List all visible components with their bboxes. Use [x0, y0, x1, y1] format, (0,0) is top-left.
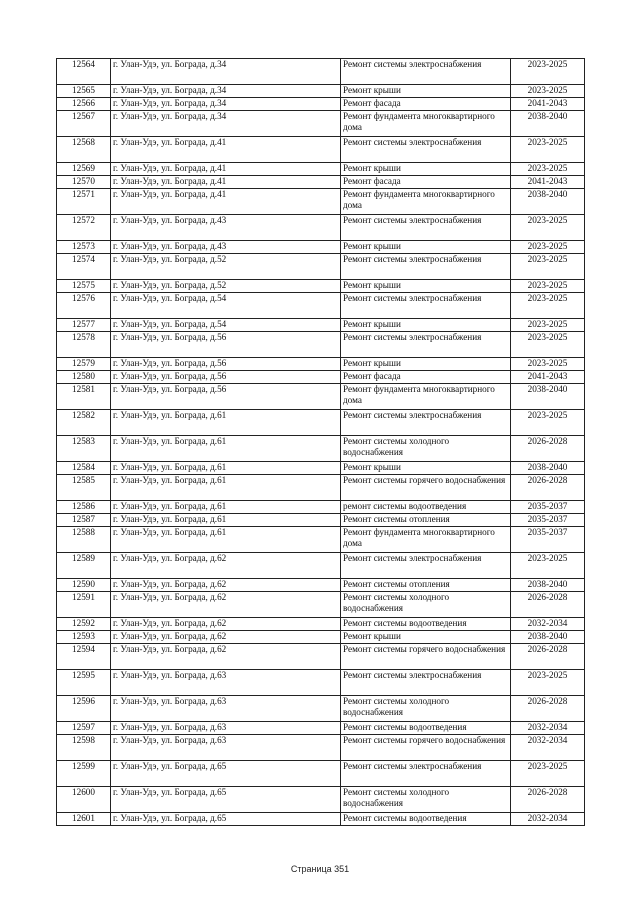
- row-work-type: Ремонт системы электроснабжения: [341, 332, 511, 358]
- page-number: Страница 351: [290, 864, 350, 874]
- row-period: 2023-2025: [511, 358, 585, 371]
- table-row: [57, 85, 585, 98]
- table-row: [57, 111, 585, 137]
- row-work-type: Ремонт системы электроснабжения: [341, 553, 511, 579]
- row-number: 12577: [57, 319, 111, 332]
- row-period: 2023-2025: [511, 280, 585, 293]
- table-row: [57, 631, 585, 644]
- table-row: [57, 215, 585, 241]
- row-address: г. Улан-Удэ, ул. Бограда, д.54: [111, 319, 341, 332]
- table-row: [57, 644, 585, 670]
- row-number: 12592: [57, 618, 111, 631]
- row-work-type: Ремонт системы водоотведения: [341, 722, 511, 735]
- row-period: 2038-2040: [511, 631, 585, 644]
- table-row: [57, 579, 585, 592]
- row-address: г. Улан-Удэ, ул. Бограда, д.56: [111, 371, 341, 384]
- table-row: [57, 254, 585, 280]
- row-address: г. Улан-Удэ, ул. Бограда, д.61: [111, 501, 341, 514]
- row-work-type: Ремонт крыши: [341, 280, 511, 293]
- row-period: 2026-2028: [511, 787, 585, 813]
- row-work-type: Ремонт системы электроснабжения: [341, 137, 511, 163]
- row-number: 12572: [57, 215, 111, 241]
- row-work-type: Ремонт крыши: [341, 358, 511, 371]
- row-work-type: Ремонт системы электроснабжения: [341, 410, 511, 436]
- row-period: 2026-2028: [511, 436, 585, 462]
- row-number: 12576: [57, 293, 111, 319]
- row-number: 12569: [57, 163, 111, 176]
- row-work-type: Ремонт крыши: [341, 241, 511, 254]
- row-address: г. Улан-Удэ, ул. Бограда, д.62: [111, 631, 341, 644]
- row-period: 2023-2025: [511, 293, 585, 319]
- table-row: [57, 163, 585, 176]
- row-work-type: Ремонт крыши: [341, 319, 511, 332]
- row-address: г. Улан-Удэ, ул. Бограда, д.41: [111, 176, 341, 189]
- row-number: 12570: [57, 176, 111, 189]
- row-address: г. Улан-Удэ, ул. Бограда, д.62: [111, 644, 341, 670]
- row-period: 2023-2025: [511, 137, 585, 163]
- row-address: г. Улан-Удэ, ул. Бограда, д.62: [111, 553, 341, 579]
- table-row: [57, 280, 585, 293]
- table-row: [57, 735, 585, 761]
- table-row: [57, 293, 585, 319]
- row-number: 12597: [57, 722, 111, 735]
- row-address: г. Улан-Удэ, ул. Бограда, д.62: [111, 618, 341, 631]
- table-row: [57, 670, 585, 696]
- row-period: 2026-2028: [511, 696, 585, 722]
- row-number: 12588: [57, 527, 111, 553]
- table-row: [57, 761, 585, 787]
- row-period: 2026-2028: [511, 475, 585, 501]
- row-number: 12595: [57, 670, 111, 696]
- row-number: 12581: [57, 384, 111, 410]
- table-row: [57, 787, 585, 813]
- row-address: г. Улан-Удэ, ул. Бограда, д.34: [111, 111, 341, 137]
- row-number: 12598: [57, 735, 111, 761]
- row-number: 12594: [57, 644, 111, 670]
- row-address: г. Улан-Удэ, ул. Бограда, д.43: [111, 215, 341, 241]
- row-number: 12582: [57, 410, 111, 436]
- row-work-type: Ремонт фундамента многоквартирного дома: [341, 111, 511, 137]
- row-address: г. Улан-Удэ, ул. Бограда, д.56: [111, 384, 341, 410]
- row-period: 2023-2025: [511, 254, 585, 280]
- row-address: г. Улан-Удэ, ул. Бограда, д.41: [111, 163, 341, 176]
- row-period: 2041-2043: [511, 98, 585, 111]
- row-work-type: Ремонт системы холодного водоснабжения: [341, 696, 511, 722]
- table-row: [57, 410, 585, 436]
- row-period: 2038-2040: [511, 462, 585, 475]
- row-period: 2023-2025: [511, 553, 585, 579]
- table-row: [57, 514, 585, 527]
- table-row: [57, 332, 585, 358]
- row-address: г. Улан-Удэ, ул. Бограда, д.41: [111, 137, 341, 163]
- row-address: г. Улан-Удэ, ул. Бограда, д.34: [111, 59, 341, 85]
- table-row: [57, 436, 585, 462]
- row-period: 2023-2025: [511, 241, 585, 254]
- row-number: 12583: [57, 436, 111, 462]
- table-row: [57, 384, 585, 410]
- row-work-type: Ремонт системы водоотведения: [341, 618, 511, 631]
- row-address: г. Улан-Удэ, ул. Бограда, д.61: [111, 462, 341, 475]
- row-address: г. Улан-Удэ, ул. Бограда, д.65: [111, 787, 341, 813]
- table-row: [57, 501, 585, 514]
- row-number: 12585: [57, 475, 111, 501]
- row-number: 12575: [57, 280, 111, 293]
- row-number: 12573: [57, 241, 111, 254]
- row-work-type: Ремонт системы холодного водоснабжения: [341, 592, 511, 618]
- row-period: 2038-2040: [511, 579, 585, 592]
- row-work-type: Ремонт системы электроснабжения: [341, 761, 511, 787]
- row-address: г. Улан-Удэ, ул. Бограда, д.63: [111, 670, 341, 696]
- row-work-type: Ремонт фундамента многоквартирного дома: [341, 527, 511, 553]
- table-row: [57, 553, 585, 579]
- row-number: 12599: [57, 761, 111, 787]
- row-number: 12580: [57, 371, 111, 384]
- row-work-type: Ремонт фасада: [341, 98, 511, 111]
- table-row: [57, 696, 585, 722]
- row-address: г. Улан-Удэ, ул. Бограда, д.52: [111, 254, 341, 280]
- row-address: г. Улан-Удэ, ул. Бограда, д.34: [111, 85, 341, 98]
- row-address: г. Улан-Удэ, ул. Бограда, д.61: [111, 514, 341, 527]
- row-work-type: Ремонт системы отопления: [341, 579, 511, 592]
- table-row: [57, 189, 585, 215]
- table-row: [57, 59, 585, 85]
- row-number: 12579: [57, 358, 111, 371]
- table-row: [57, 475, 585, 501]
- row-address: г. Улан-Удэ, ул. Бограда, д.65: [111, 813, 341, 826]
- row-address: г. Улан-Удэ, ул. Бограда, д.43: [111, 241, 341, 254]
- row-address: г. Улан-Удэ, ул. Бограда, д.63: [111, 722, 341, 735]
- row-work-type: Ремонт системы отопления: [341, 514, 511, 527]
- row-address: г. Улан-Удэ, ул. Бограда, д.34: [111, 98, 341, 111]
- row-period: 2038-2040: [511, 384, 585, 410]
- row-number: 12571: [57, 189, 111, 215]
- row-work-type: Ремонт крыши: [341, 85, 511, 98]
- row-number: 12589: [57, 553, 111, 579]
- row-number: 12593: [57, 631, 111, 644]
- row-work-type: Ремонт системы электроснабжения: [341, 293, 511, 319]
- row-period: 2026-2028: [511, 644, 585, 670]
- row-period: 2032-2034: [511, 722, 585, 735]
- row-address: г. Улан-Удэ, ул. Бограда, д.62: [111, 592, 341, 618]
- row-number: 12565: [57, 85, 111, 98]
- table-row: [57, 462, 585, 475]
- row-work-type: Ремонт системы электроснабжения: [341, 670, 511, 696]
- row-work-type: Ремонт системы электроснабжения: [341, 59, 511, 85]
- row-address: г. Улан-Удэ, ул. Бограда, д.62: [111, 579, 341, 592]
- row-work-type: Ремонт крыши: [341, 462, 511, 475]
- row-number: 12600: [57, 787, 111, 813]
- row-period: 2023-2025: [511, 319, 585, 332]
- row-work-type: Ремонт системы электроснабжения: [341, 215, 511, 241]
- row-work-type: Ремонт крыши: [341, 631, 511, 644]
- row-number: 12590: [57, 579, 111, 592]
- row-period: 2023-2025: [511, 59, 585, 85]
- row-period: 2023-2025: [511, 410, 585, 436]
- row-period: 2032-2034: [511, 813, 585, 826]
- row-address: г. Улан-Удэ, ул. Бограда, д.61: [111, 475, 341, 501]
- table-row: [57, 98, 585, 111]
- row-period: 2035-2037: [511, 527, 585, 553]
- table-row: [57, 241, 585, 254]
- row-number: 12586: [57, 501, 111, 514]
- row-address: г. Улан-Удэ, ул. Бограда, д.56: [111, 332, 341, 358]
- row-period: 2041-2043: [511, 176, 585, 189]
- row-period: 2023-2025: [511, 670, 585, 696]
- row-period: 2032-2034: [511, 735, 585, 761]
- row-address: г. Улан-Удэ, ул. Бограда, д.54: [111, 293, 341, 319]
- row-address: г. Улан-Удэ, ул. Бограда, д.63: [111, 696, 341, 722]
- row-address: г. Улан-Удэ, ул. Бограда, д.61: [111, 527, 341, 553]
- repair-schedule-table: [56, 58, 585, 826]
- row-work-type: ремонт системы водоотведения: [341, 501, 511, 514]
- row-period: 2038-2040: [511, 189, 585, 215]
- row-work-type: Ремонт системы горячего водоснабжения: [341, 735, 511, 761]
- table-row: [57, 722, 585, 735]
- table-row: [57, 176, 585, 189]
- row-address: г. Улан-Удэ, ул. Бограда, д.52: [111, 280, 341, 293]
- row-work-type: Ремонт системы электроснабжения: [341, 254, 511, 280]
- row-work-type: Ремонт системы водоотведения: [341, 813, 511, 826]
- row-number: 12591: [57, 592, 111, 618]
- row-number: 12596: [57, 696, 111, 722]
- row-number: 12567: [57, 111, 111, 137]
- row-period: 2023-2025: [511, 85, 585, 98]
- row-number: 12578: [57, 332, 111, 358]
- row-period: 2041-2043: [511, 371, 585, 384]
- table-row: [57, 592, 585, 618]
- table-row: [57, 358, 585, 371]
- row-work-type: Ремонт фундамента многоквартирного дома: [341, 384, 511, 410]
- row-period: 2023-2025: [511, 163, 585, 176]
- row-address: г. Улан-Удэ, ул. Бограда, д.41: [111, 189, 341, 215]
- row-number: 12584: [57, 462, 111, 475]
- row-work-type: Ремонт системы холодного водоснабжения: [341, 436, 511, 462]
- row-address: г. Улан-Удэ, ул. Бограда, д.56: [111, 358, 341, 371]
- row-work-type: Ремонт фасада: [341, 371, 511, 384]
- row-number: 12568: [57, 137, 111, 163]
- row-period: 2035-2037: [511, 514, 585, 527]
- row-number: 12564: [57, 59, 111, 85]
- table-body: [57, 59, 585, 826]
- row-number: 12574: [57, 254, 111, 280]
- row-period: 2032-2034: [511, 618, 585, 631]
- row-work-type: Ремонт системы горячего водоснабжения: [341, 644, 511, 670]
- row-period: 2038-2040: [511, 111, 585, 137]
- row-period: 2035-2037: [511, 501, 585, 514]
- table-row: [57, 813, 585, 826]
- row-period: 2023-2025: [511, 332, 585, 358]
- row-period: 2023-2025: [511, 761, 585, 787]
- row-address: г. Улан-Удэ, ул. Бограда, д.65: [111, 761, 341, 787]
- row-work-type: Ремонт фундамента многоквартирного дома: [341, 189, 511, 215]
- row-work-type: Ремонт системы холодного водоснабжения: [341, 787, 511, 813]
- table-row: [57, 371, 585, 384]
- table-row: [57, 527, 585, 553]
- row-work-type: Ремонт крыши: [341, 163, 511, 176]
- table-row: [57, 137, 585, 163]
- row-period: 2026-2028: [511, 592, 585, 618]
- table-row: [57, 618, 585, 631]
- row-address: г. Улан-Удэ, ул. Бограда, д.63: [111, 735, 341, 761]
- row-address: г. Улан-Удэ, ул. Бограда, д.61: [111, 410, 341, 436]
- row-address: г. Улан-Удэ, ул. Бограда, д.61: [111, 436, 341, 462]
- row-number: 12587: [57, 514, 111, 527]
- row-work-type: Ремонт фасада: [341, 176, 511, 189]
- row-number: 12566: [57, 98, 111, 111]
- table-row: [57, 319, 585, 332]
- row-period: 2023-2025: [511, 215, 585, 241]
- row-number: 12601: [57, 813, 111, 826]
- row-work-type: Ремонт системы горячего водоснабжения: [341, 475, 511, 501]
